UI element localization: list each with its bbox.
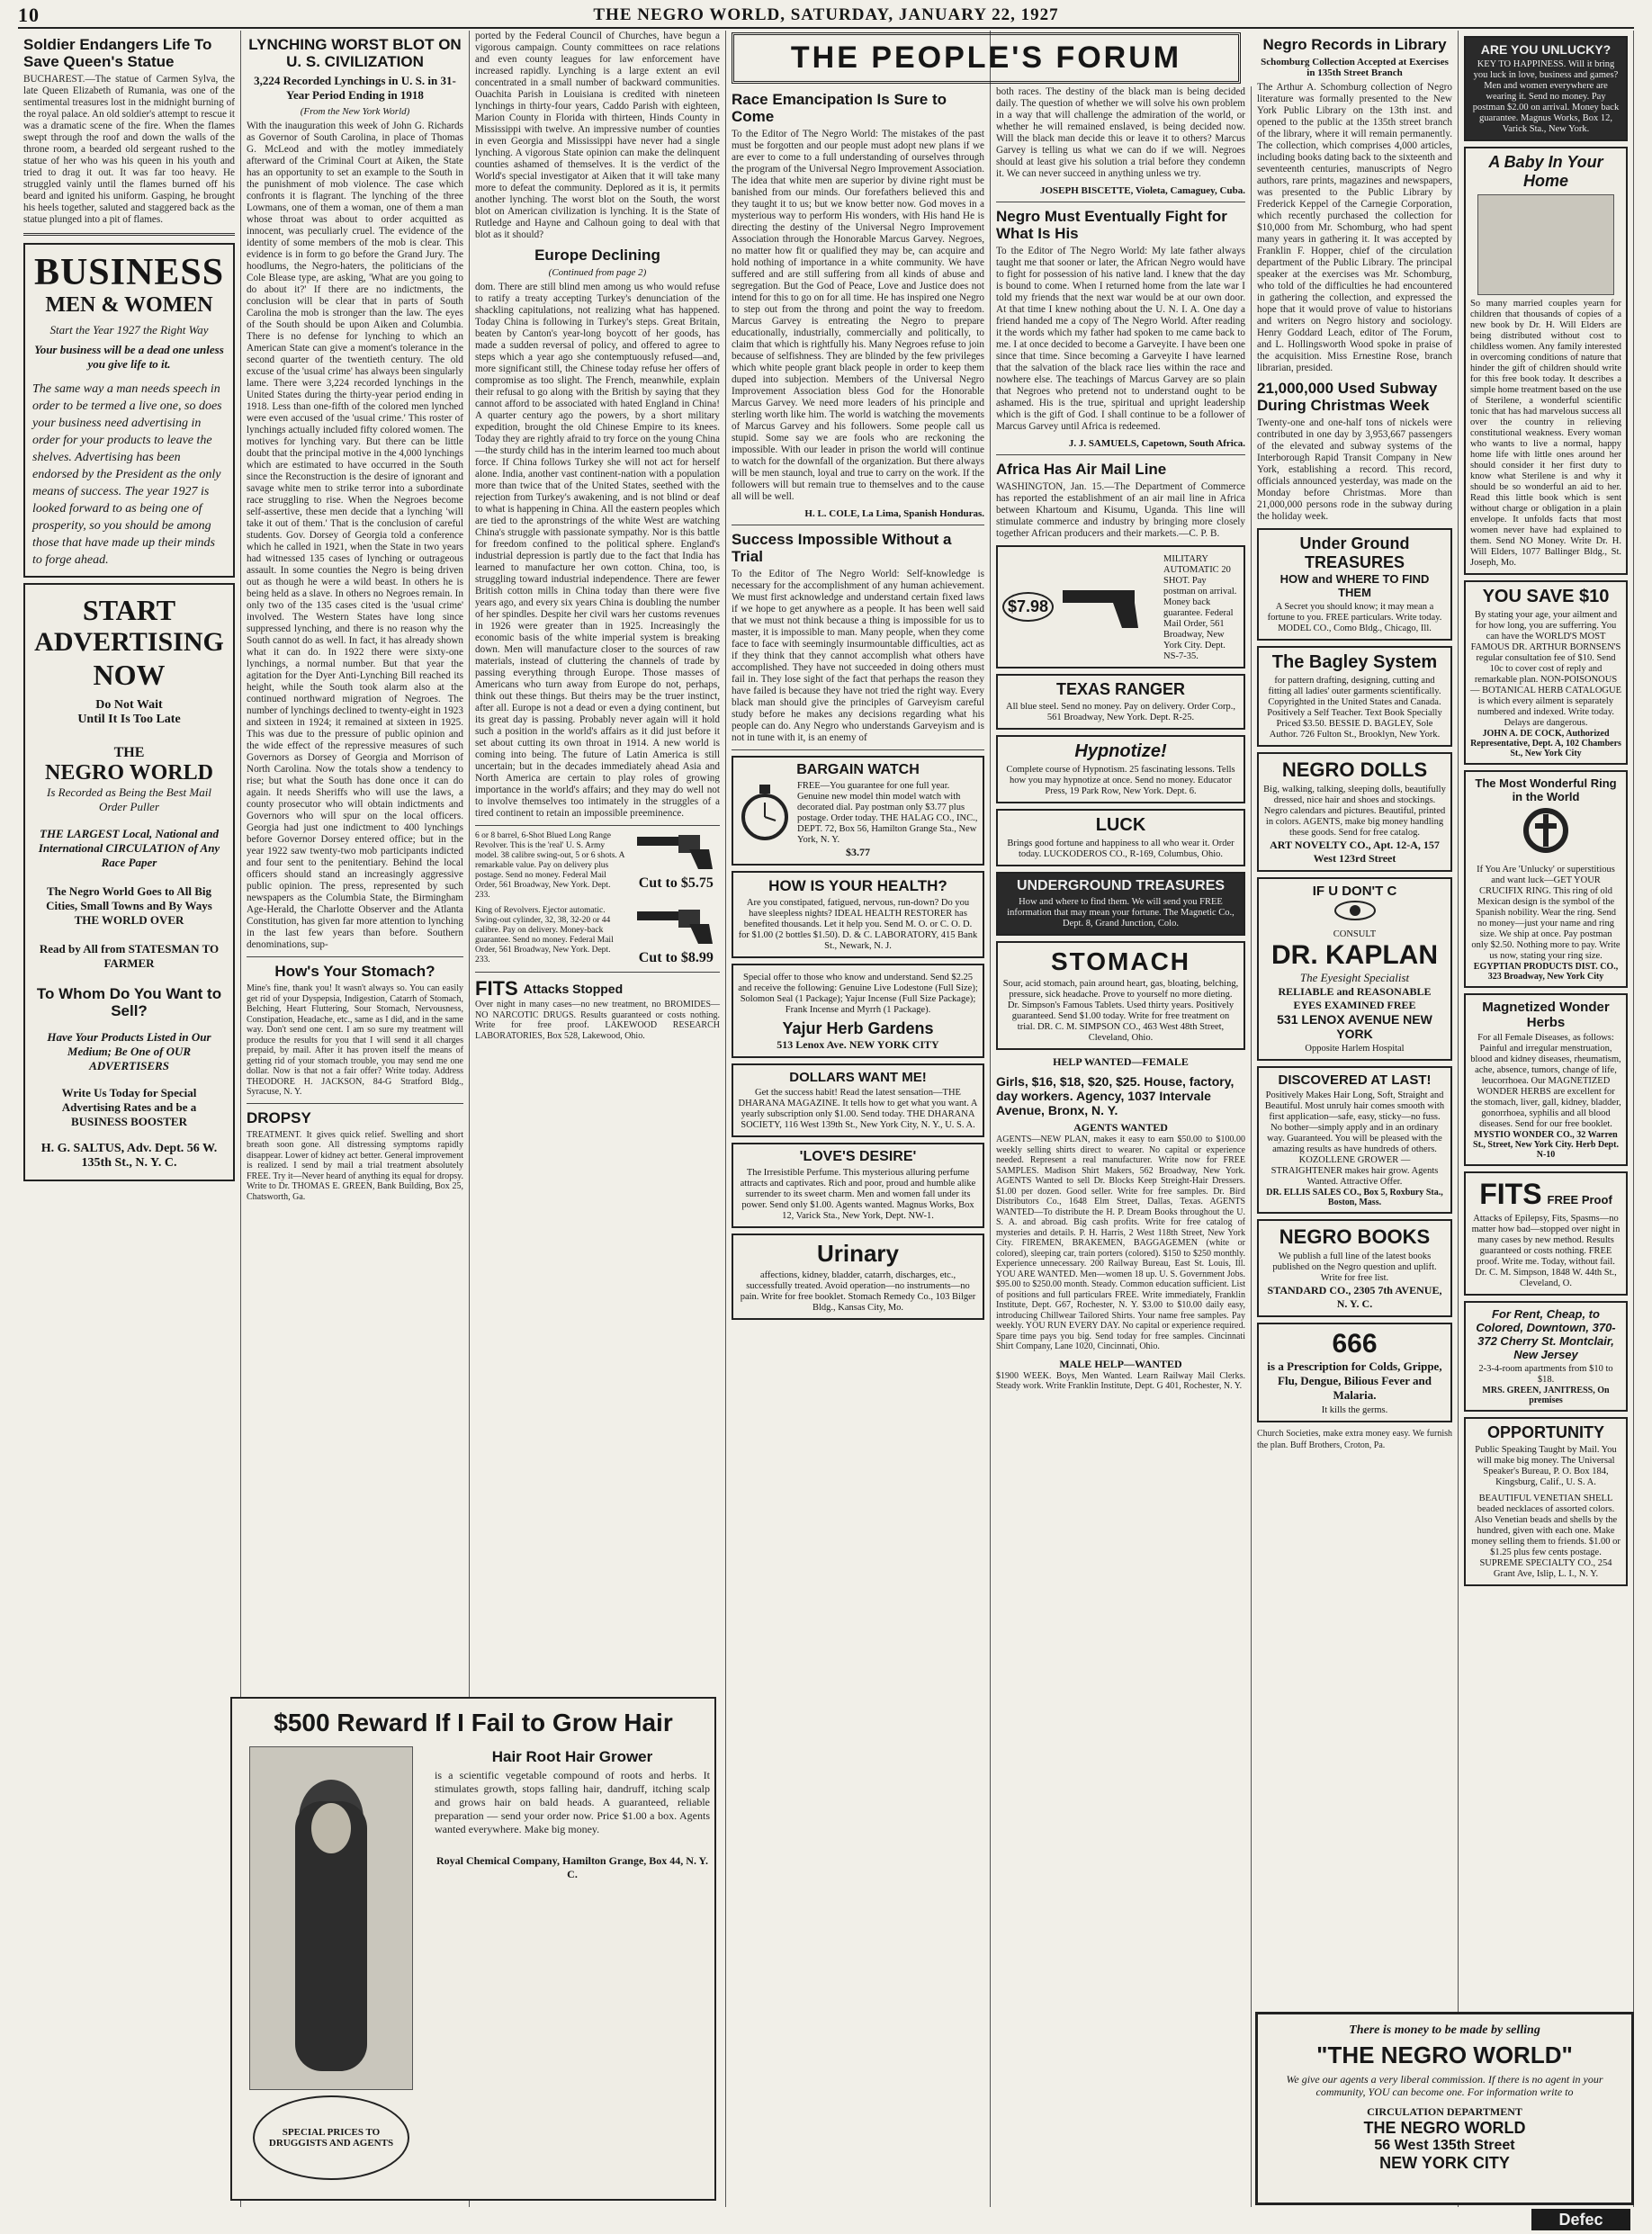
headline-lynching: LYNCHING WORST BLOT ON U. S. CIVILIZATION [248, 36, 462, 70]
start-l10: The Negro World Goes to All Big Cities, Small Towns and By Ways THE WORLD OVER [46, 884, 212, 927]
ring-addr: EGYPTIAN PRODUCTS DIST. CO., 323 Broadway, New York City [1473, 962, 1619, 982]
letter-cont: both races. The destiny of the black man is being decided daily. The question of whether we will solve his own problem in a way that will challenge the admiration of the world, or whether he will remained enslaved, is being decided now. Will the black man decide this or leave it to others? Marcus Garvey is telling us what we can do if we will. Negroes should at least give his solution a trial before they condemn it. We can never succeed in anything unless we try. [996, 86, 1245, 179]
ad-stomach-title: How's Your Stomach? [274, 963, 435, 980]
article-records: The Arthur A. Schomburg collection of Negro literature was formally presented to the New York Public Library on the 13th inst. and opened to the public at the 135th street branch of the library, where it will remain permanently. The collection, which comprises 4,000 articles, including books dating back to the sixteenth and seventeenth centuries, manuscripts of Negro authors, rare prints, magazines and newspapers, was presented to the Public Library by Frederick Keppel of the Carnegie Corporation, which recently purchased the collection for $10,000 from Mr. Schomburg, who had spent many years in gathering it. It was accepted by Franklin F. Hopper, chief of the circulation department of the Public Library. The principal speaker at the exercises was Mr. Schomburg, who told of the difficulties he had encountered in gathering the collection, and expressed the hope that it would prove of value to historians and writers on Negro history and sociology. Henry Goddard Leach, editor of The Forum, and L. Hollingsworth Wood spoke in praise of the acquisition. Miss Ernestine Rose, branch librarian, presided. [1257, 82, 1452, 373]
ad-sell-negro-world [1255, 2012, 1634, 2205]
revolver-icon [635, 906, 716, 946]
column-7 [1459, 31, 1634, 2207]
fits-free-title: FITS [1479, 1178, 1542, 1210]
rent-addr: MRS. GREEN, JANITRESS, On premises [1482, 1386, 1610, 1405]
kaplan-sub: The Eyesight Specialist [1299, 971, 1410, 984]
underground-title: UNDERGROUND TREASURES [1016, 878, 1226, 893]
hypnotize-title: Hypnotize! [1074, 741, 1167, 761]
article-air-mail: WASHINGTON, Jan. 15.—The Department of Commerce has reported the establishment of an air mail line in Africa between Khartoum and Kisumu, Uganda. This line will stimulate commerce and industry by bringing more closely together African producers and their markets.—C. P. B. [996, 481, 1245, 539]
ad-bagley [1257, 646, 1452, 747]
pistol-icon [1059, 585, 1158, 630]
six66-body: is a Prescription for Colds, Grippe, Flu, Dengue, Bilious Fever and Malaria. [1267, 1359, 1442, 1402]
ad-loves-desire [732, 1143, 984, 1228]
church-note: Church Societies, make extra money easy. We furnish the plan. Buff Brothers, Croton, Pa. [1257, 1429, 1452, 1450]
discovered-title: DISCOVERED AT LAST! [1278, 1072, 1432, 1088]
sell-l7: NEW YORK CITY [1379, 2154, 1510, 2172]
peoples-forum-banner: THE PEOPLE'S FORUM [732, 32, 1241, 84]
help-female-body: Girls, $16, $18, $20, $25. House, factory, day workers. Agency, 1037 Intervale Avenue, Bronx, N. Y. [996, 1074, 1235, 1117]
automatic-price: $7.98 [1002, 592, 1054, 622]
eye-icon [1333, 899, 1378, 922]
headline-air-mail: Africa Has Air Mail Line [996, 461, 1167, 478]
footer-label: Defec [1531, 2209, 1630, 2230]
sell-l4: CIRCULATION DEPARTMENT [1367, 2105, 1522, 2118]
male-heading: MALE HELP—WANTED [1059, 1357, 1182, 1370]
business-line5: The same way a man needs speech in order to be termed a live one, so does your business need advertising in order for your products to leave the shelves. Advertising has been endorsed by the President as the only means of success. The year 1927 is looked forward to as being one of prosperity, so you should be among those that have made up their minds to forge ahead. [32, 382, 222, 567]
ad-texas-ranger [996, 674, 1245, 730]
underground-text: How and where to find them. We will send you FREE information that may mean your fortune. The Magnetic Co., Dept. 8, Grand Junction, Colo. [1007, 897, 1235, 929]
ad-bargain-watch [732, 756, 984, 866]
luck-title: LUCK [1095, 815, 1146, 835]
stomach-title: STOMACH [1050, 947, 1191, 975]
rent-title: For Rent, Cheap, to Colored, Downtown, 370-372 Cherry St. Montclair, New Jersey [1476, 1307, 1616, 1361]
ad-automatic [996, 545, 1245, 668]
automatic-text: MILITARY AUTOMATIC 20 SHOT. Pay postman on arrival. Money back guarantee. Federal Mail Order, 561 Broadway, New York City. Dept. NS-7-35. [1163, 554, 1237, 661]
headline-success: Success Impossible Without a Trial [732, 531, 952, 565]
herbs-body: For all Female Diseases, as follows: Painful and irregular menstruation, blood and kidney diseases, rheumatism, ache, absence, tumors, change of life, leucorrhoea. Our MAGNETIZED WONDER HERBS are excellent for the stomach, liver, gall, kidney, bladder, gonorrhoea, syphilis and all blood diseases. Send for our free booklet. [1470, 1033, 1621, 1129]
fits-body: Over night in many cases—no new treatment, no BROMIDES—NO NARCOTIC DRUGS. Results guaranteed or costs nothing. Write for free proof. LAKEWOOD RESEARCH LABORATORIES, Box 528, Lakewood, Ohio. [475, 1000, 720, 1041]
ad-hair-grower [230, 1697, 716, 2201]
yajur-addr: 513 Lenox Ave. NEW YORK CITY [777, 1038, 939, 1051]
business-title: BUSINESS [33, 252, 225, 293]
sig-cont: JOSEPH BISCETTE, Violeta, Camaguey, Cuba. [1040, 185, 1245, 196]
ad-revolver-1 [475, 831, 720, 901]
opportunity-body2: BEAUTIFUL VENETIAN SHELL beaded necklaces of assorted colors. Also Venetian beads and shells by the hundred, given with each one. Make money selling them to friends. $1.00 or $1.25 plus few cents postage. SUPREME SPECIALTY CO., 254 Grant Ave, Islip, L. I., N. Y. [1471, 1494, 1621, 1579]
kaplan-top: IF U DON'T C [1312, 884, 1397, 899]
ring-title: The Most Wonderful Ring in the World [1475, 776, 1617, 803]
hair-addr: Royal Chemical Company, Hamilton Grange, Box 44, N. Y. C. [435, 1854, 709, 1880]
watch-icon [738, 781, 792, 844]
ad-negro-dolls [1257, 752, 1452, 872]
bagley-title: The Bagley System [1271, 652, 1438, 672]
baby-body: So many married couples yearn for children that thousands of copies of a new book by Dr. H. Will Elders are being distributed without cost to childless women. Any family interested in overcoming conditions of nature that hinder the gift of children should write for this free book today. It describes a simple home treatment based on the use of Sterilene, a wonderful scientific tonic that has had marvelous success all over the country in relieving constitutional weakness. Every woman who wants to live a normal, happy home life with little ones around her should consider it her first duty to know what Sterilene is and why it should be so wonderful an aid to her. Read this little book which is sent without charge or obligation in a plain envelope. It unfolds facts that most women never have had explained to them. Send NO Money. Write Dr. H. Will Elders, 1077 Ballinger Bldg., St. Joseph, Mo. [1470, 299, 1621, 568]
ad-business [23, 243, 235, 578]
headline-race-emancipation: Race Emancipation Is Sure to Come [732, 91, 947, 125]
start-l3: NOW [93, 659, 166, 691]
ad-hypnotize [996, 735, 1245, 803]
crucifix-ring-icon [1519, 803, 1573, 857]
ad-negro-books [1257, 1219, 1452, 1317]
hair-badge: SPECIAL PRICES TO DRUGGISTS AND AGENTS [253, 2095, 409, 2180]
start-l2: ADVERTISING [34, 627, 224, 657]
fits-sub: Attacks Stopped [523, 982, 624, 996]
kaplan-body: RELIABLE and REASONABLE EYES EXAMINED FREE [1278, 985, 1432, 1011]
opportunity-title: OPPORTUNITY [1486, 1423, 1604, 1441]
treasures-sub: HOW and WHERE TO FIND THEM [1279, 572, 1430, 599]
bagley-body: for pattern drafting, designing, cutting and fitting all ladies' outer garments scientifically. Copyrighted in the United States and Canada. Positively a Self Teacher. Text Book Specially Priced $3.50. BESSIE D. BAGLEY, Sole Author. 726 Fulton St., Brooklyn, New York. [1267, 676, 1442, 740]
kaplan-note: Opposite Harlem Hospital [1305, 1044, 1405, 1054]
start-l4: Do Not Wait [95, 698, 163, 712]
ad-opportunity [1464, 1417, 1628, 1586]
herbs-title: Magnetized Wonder Herbs [1482, 1000, 1610, 1030]
sig-race: H. L. COLE, La Lima, Spanish Honduras. [804, 508, 984, 519]
ad-health [732, 871, 984, 958]
headline-soldier: Soldier Endangers Life To Save Queen's Statue [23, 36, 212, 70]
stomach-body: Sour, acid stomach, pain around heart, gas, bloating, belching, pressure, sick headache. Prove to yourself no more dieting. Dr. Simpson's Famous Tablets. Used thirty years. Positively guaranteed. Send $1.00 today. Write for free treatment on trial. DR. C. M. SIMPSON CO., 463 West 48th Street, Cleveland, Ohio. [1002, 979, 1239, 1043]
dollars-title: DOLLARS WANT ME! [789, 1070, 927, 1085]
start-l7: NEGRO WORLD [45, 761, 213, 785]
hair-sub: Hair Root Hair Grower [491, 1748, 653, 1765]
start-l15: H. G. SALTUS, Adv. Dept. 56 W. 135th St., N. Y. C. [40, 1142, 218, 1170]
health-title: HOW IS YOUR HEALTH? [768, 877, 947, 894]
ad-urinary [732, 1234, 984, 1320]
treasures-body: A Secret you should know; it may mean a fortune to you. FREE particulars. Write today. MODEL CO., Como Bldg., Chicago, Ill. [1267, 602, 1442, 633]
letter-fight: To the Editor of The Negro World: My late father always taught me that sooner or later, the African Negro would have to fight for possession of his native land. I knew that the day is bound to come. When I returned home from the late war I told my friends that the next war would be at our own door. At that time I knew nothing about the U. N. I. A. One day a friend handed me a copy of The Negro World. After reading it the words which my father had spoken to me came back to me. I at once decided to become a Garveyite. I have been one since that time. Since becoming a Garveyite I have learned that the salvation of the black race lies within the race and nowhere else. The teachings of Marcus Garvey are so plain that Negroes who pretend not to understand ought to be ashamed. His is the true, spiritual and upright leadership which is the gift of God. I shall continue to be a follower of Marcus Garvey until Africa is redeemed. [996, 246, 1245, 432]
start-l1: START [82, 594, 176, 626]
headline-subway: 21,000,000 Used Subway During Christmas Week [1257, 380, 1438, 414]
ad-for-rent [1464, 1301, 1628, 1412]
credit-lynching: (From the New York World) [300, 106, 410, 117]
opportunity-body: Public Speaking Taught by Mail. You will make big money. The Universal Speaker's Bureau, P. O. Box 184, Kingsburg, Calif., U. S. A. [1475, 1445, 1617, 1487]
ad-dropsy-title: DROPSY [247, 1108, 311, 1126]
fits-title: FITS [475, 977, 518, 1000]
six66-note: It kills the germs. [1321, 1405, 1388, 1415]
unlucky-body: KEY TO HAPPINESS. Will it bring you luck in love, business and games? Men and women everywhere are wearing it. Send no money. Pay postman $2.00 on arrival. Money back guarantee. Magnus Works, Box 12, Varick Sta., New York. [1472, 59, 1620, 134]
column-5 [991, 86, 1252, 2207]
dollars-body: Get the success habit! Read the latest sensation—THE DHARANA MAGAZINE. It tells how to get what you want. A yearly subscription only $1.00. Send today. THE DHARANA SOCIETY, 116 West 139th St., New York City, N. Y., U. S. A. [738, 1088, 978, 1130]
hypnotize-text: Complete course of Hypnotism. 25 fascinating lessons. Tells how you may hypnotize at once. Send no money. Educator Press, 19 Park Row, New York. Dept. 6. [1006, 765, 1235, 796]
start-l6: THE [113, 745, 145, 760]
start-l5: Until It Is Too Late [77, 713, 181, 726]
baby-title: A Baby In Your Home [1488, 153, 1603, 190]
ad-wonder-herbs [1464, 993, 1628, 1166]
start-l14: Write Us Today for Special Advertising Rates and be a BUSINESS BOOSTER [61, 1086, 197, 1128]
ad-stomach [996, 941, 1245, 1050]
ad-luck [996, 809, 1245, 866]
business-line3: Start the Year 1927 the Right Way [49, 323, 209, 336]
masthead-title: THE NEGRO WORLD, SATURDAY, JANUARY 22, 1927 [593, 5, 1059, 24]
yajur-title: Yajur Herb Gardens [782, 1019, 934, 1037]
agents-heading: AGENTS WANTED [1073, 1121, 1168, 1134]
business-subtitle: MEN & WOMEN [45, 293, 213, 317]
six66-title: 666 [1332, 1329, 1378, 1359]
start-l8: Is Recorded as Being the Best Mail Order Puller [47, 785, 211, 813]
fits-free-sub: FREE Proof [1547, 1193, 1612, 1207]
start-l11: Read by All from STATESMAN TO FARMER [39, 942, 220, 970]
treasures-title: Under Ground TREASURES [1299, 534, 1410, 571]
urinary-title: Urinary [816, 1240, 900, 1267]
gun2-price: Cut to $8.99 [638, 950, 714, 965]
letter-success: To the Editor of The Negro World: Self-knowledge is necessary for the accomplishment of any human achievement. We must first acknowledge and understand certain fixed laws if we hope to get anywhere as a people. It has been well said that we must not think because a thing is impossible for us to master, it is impossible to man. Many people, when they come face to face with seemingly insurmountable difficulties, act as if they think that they cannot accomplish what others have accomplished. They have not succeeded in doing others must fail in. They lose sight of the fact that perhaps the reason they have failed is because they have not tried the right way. Every black man should give the principles of Garveyism careful study before he makes any decisions regarding what his people can do. Any Negro who understands Garveyism and is not in tune with it, is an enemy of [732, 569, 984, 743]
texas-text: All blue steel. Send no money. Pay on delivery. Order Corp., 561 Broadway, New York. Dept. R-25. [1006, 702, 1235, 722]
headline-europe: Europe Declining [534, 247, 660, 264]
ad-unlucky [1464, 36, 1628, 141]
dolls-title: NEGRO DOLLS [1281, 758, 1428, 781]
ring-body: If You Are 'Unlucky' or superstitious and want luck—GET YOUR CRUCIFIX RING. This ring of old Mexican design is the symbol of the Spanish nobility. Wear the ring. Send no money—just your name and ring size. We ship at once. Pay postman only $2.50. Nothing more to pay. Write us now, stating your ring size. [1471, 865, 1621, 961]
yajur-body: Special offer to those who know and understand. Send $2.25 and receive the following: Genuine Live Lodestone (Full Size); Solomon Seal (1 Package); Yajur Incense (Full Size Package); Frank Incense and Myrrh (1 Package). [738, 973, 978, 1015]
sell-l6: 56 West 135th Street [1374, 2138, 1515, 2153]
ad-underground-treasures [1257, 528, 1452, 641]
male-body: $1900 WEEK. Boys, Men Wanted. Learn Railway Mail Clerks. Steady work. Write Franklin Institute, Dept. G 401, Rochester, N. Y. [996, 1370, 1245, 1391]
kaplan-consult: CONSULT [1333, 929, 1377, 939]
headline-fight: Negro Must Eventually Fight for What Is His [996, 208, 1227, 242]
start-l9: THE LARGEST Local, National and International CIRCULATION of Any Race Paper [38, 827, 220, 869]
ad-discovered [1257, 1066, 1452, 1214]
sig-fight: J. J. SAMUELS, Capetown, South Africa. [1068, 438, 1245, 449]
article-lynching: With the inauguration this week of John G. Richards as Governor of South Carolina, in place of Thomas G. McLeod and with the motley immediately afterward of the Criminal Court at Aiken, the State has an opportunity to set an example to the South in the punishment of mob violence. The case which confronts it is flagrant. The lynching of the three Lowmans, one of them a woman, one of them a man whose throat was about to order acquitted as innocent, was peculiarly cruel. The evidence of the identity of some members of the mob is clear. This evidence is in form to go before the Grand Jury. The hoodlums, the Negro-haters, the politicians of the Cole Blease type, are asking, 'What are you going to do about it?' If there are no indictments, the conclusion will be clear that in parts of South Carolina the mob is stronger than the law. The eyes of the South should be upon Aiken and Columbia. There is no defense for lynching to which an American State can give a moment's tolerance in the second quarter of the twentieth century. The old excuse of the 'usual crime' has always been singularly lame. There were 3,224 recorded lynchings in the United States during the thirty-year period ending in 1918. Less than one-fifth of the colored men lynched were even accused of the 'usual crime.' This roster of lynchings actually included fifty colored women. The motives for lynching vary. But there can be little doubt that the principal motive in the 4,000 lynchings which are estimated to have occurred in the South since the Reconstruction is the desire of ignorant and savage white men to strike terror into a subordinate race struggling to rise. When the Negroes become self-assertive, these men decide that a lynching 'will take it out of them.' That is the conclusion of careful students. Gov. Dorsey of Georgia told a conference which he called in 1921, when the State in two years had witnessed 135 cases of lynching or outrageous assault. In some counties the Negro is being driven out as though he were a wild beast. In others he is being held as a slave. In others no Negroes remain. In only two of the 135 cases cited is the 'usual crime' involved. The Western States have long since suppressed lynching, and there is no reason why the South cannot do as well. In fact, it has already shown what it can do. In 1922 there were sixty-one lynchings, a normal number. But that year the agitation for the Dyer Anti-Lynching Bill reached its height, while the South took alarm also at the continued northward migration of Negroes. The number of lynchings declined to twenty-eight in 1923 and sixteen in 1924; it remained at sixteen in 1925. This was due to the pressure of public opinion and the wide effect of the repressive measures of such Governors as Dorsey of Georgia and Morrison of North Carolina. Now the totals show a tendency to rise; but what the South has done once it can do again. It needs Sheriffs who will use the laws, a county prosecutor who will obtain indictments and Governors who will spur on the local officers. Georgia had just one indictment to 400 lynchings before Governor Dorsey entered office; but in the year 1922 saw twenty-two mob participants indicted and four sent to the penitentiary. Behind the local officers should stand an increasingly aggressive public opinion. The press, represented by such newspapers as the Columbia State, the Birmingham Age-Herald, the Charlotte Observer and the Atlanta Constitution, has given far more attention to lynching in the last few years than before. Southern denominations, sup- [247, 121, 463, 950]
books-title: NEGRO BOOKS [1279, 1225, 1431, 1248]
article-soldier: BUCHAREST.—The statue of Carmen Sylva, the late Queen Elizabeth of Rumania, was one of the sentimental treasures lost in the midnight burning of the royal palace. An old soldier's attempt to rescue it was a dramatic scene of the fire. When the flames swept through the roof and down the walls of the throne room, a bearded old sergeant rushed to the statue of her who was his queen in his youth and tried to drag it out. It was far too heavy. He struggled vainly until the flames burned off his beard and ignited his uniform. Gasping, he brought his heels together, saluted and staggered back as the statue plunged into a pit of flames. [23, 74, 235, 225]
agents-body: AGENTS—NEW PLAN, makes it easy to earn $50.00 to $100.00 weekly selling shirts direct to wearer. No capital or experience needed. Represent a real manufacturer. Write now for FREE SAMPLES. Madison Shirt Makers, 562 Broadway, New York. AGENTS Wanted to sell Dr. Blocks Keep Streight-Hair Dressers. $1.00 per dozen. Good seller. Write for free samples. Dr. Bird Distributors Co., 1648 Elm Street, Dallas, Texas. AGENTS WANTED—To distribute the H. P. Dream Books throughout the U. S. A. and abroad. Big cash profits. Write for free catalog of mysteries and details. P. H. Harris, 2 West 118th Street, New York City. FIREMEN, BRAKEMEN, BAGGAGEMEN (white or colored), sleeping car, train porters (colored). $150 to $250 monthly. Experience unnecessary. 200 Railway Bureau, East St. Louis, Ill. YOU ARE WANTED. Men—women 18 up. U. S. Government Jobs. $95.00 to $250.00 month. Steady. Common education sufficient. List of positions and full particulars FREE. Write immediately, Franklin Institute, Dept. G67, Rochester, N. Y. $3.00 to $10.00 daily easy, introducing Chillwear Tailored Shirts. Your name free samples. Pay weekly. YOU RUN EVERY DAY. No capital or experience required. Spare time pays you big. Send today for free samples. Cincinnati Shirt Company, Lane 1020, Cincinnati, Ohio. [996, 1135, 1245, 1351]
dolls-body: Big, walking, talking, sleeping dolls, beautifully dressed, nice hair and shoes and stockings. Negro calendars and pictures. Beautiful, printed in colors. AGENTS, make big money handling these goods. Send for free catalog. [1263, 785, 1446, 838]
help-female-heading: HELP WANTED—FEMALE [1053, 1055, 1189, 1068]
mother-baby-image [1477, 194, 1614, 295]
ad-ring [1464, 770, 1628, 988]
start-l13: Have Your Products Listed in Our Medium; Be One of OUR ADVERTISERS [47, 1030, 211, 1072]
books-body: We publish a full line of the latest books published on the Negro question and uplift. Write for free list. [1272, 1252, 1437, 1283]
start-l12: To Whom Do You Want to Sell? [36, 985, 222, 1019]
herbs-addr: MYSTIO WONDER CO., 32 Warren St., Street, New York City. Herb Dept. N-10 [1473, 1130, 1619, 1160]
ad-dr-kaplan [1257, 877, 1452, 1061]
kaplan-name: DR. KAPLAN [1271, 940, 1438, 970]
page-number: 10 [18, 4, 40, 26]
masthead [18, 4, 1634, 29]
sell-l5: THE NEGRO WORLD [1363, 2119, 1526, 2137]
gun2-text: King of Revolvers. Ejector automatic. Swing-out cylinder, 32, 38, 32-20 or 44 calibre. Pay on delivery. Money-back guarantee. Send no money. Federal Mail Order, 561 Broadway, New York. Dept. 233. [475, 906, 614, 964]
ad-666 [1257, 1323, 1452, 1422]
rent-body: 2-3-4-room apartments from $10 to $18. [1478, 1364, 1613, 1385]
letter-race-emancipation: To the Editor of The Negro World: The mistakes of the past must be forgotten and our people must adopt new plans if we are ever to come to a full understanding of ourselves through the program of the Universal Negro Improvement Association. The idea that white men are superior by divine right must be banished from our minds. Our forefathers believed this and they taught it to us; but we know better now. God moves in a mysterious way to perform His wonders, with His hand He is directing the destiny of the Universal Negro Improvement Association through the Honorable Marcus Garvey. Negroes, no matter how fit or qualified they may be, can acquire and hold nothing of importance in a white community. We have suffered and are still suffering from all kinds of abuse and segregation. But the God of Peace, Love and Justice does not intend for this to go on for all time. He has inspired one Negro to step out from the throng and point the way to freedom. Marcus Garvey is entreating the Negro to prepare educationally, industrially, commercially and politically, to claim that which is rightfully his. Many Negroes refuse to join because of selfishness. They are blinded by the few privileges which white people grant black people in order to keep them duped into subjection. Members of the Universal Negro Improvement Association bless God for the Honorable Marcus Garvey. We need more leaders of his principle and sterling worth like him. The world is watching the movements of Marcus Garvey and his followers. Some people call us stupid. Some say we are fools who are reckoning the impossible. With our leader in prison the world will continue to watch for the downfall of the organization. But there always will be men staunch, loyal and true to carry on the work. If the followers will but remain true to themselves and to the cause all will be well. [732, 129, 984, 502]
ad-dropsy-body: TREATMENT. It gives quick relief. Swelling and short breath soon gone. All distressing symptoms rapidly disappear. Lower of kidney act better. General improvement is realized. I send by mail a trial treatment absolutely FREE. Try it—Never heard of anything its equal for dropsy. Write to Dr. THOMAS E. GREEN, Bank Building, Box 25, Chatsworth, Ga. [247, 1129, 463, 1202]
ad-you-save [1464, 580, 1628, 765]
business-line4: Your business will be a dead one unless you give life to it. [34, 343, 224, 371]
ad-revolver-2 [475, 906, 720, 966]
watch-body: FREE—You guarantee for one full year. Genuine new model thin model watch with decorated dial. Pay postman only $3.77 plus postage. Order today. THE HALAG CO., INC., DEPT. 72, Box 56, Hamilton Grange Sta., New York, N. Y. [797, 781, 978, 845]
luck-text: Brings good fortune and happiness to all who wear it. Order today. LUCKODEROS CO., R-169, Columbus, Ohio. [1007, 839, 1235, 859]
europe-cont: (Continued from page 2) [548, 267, 647, 278]
love-title: 'LOVE'S DESIRE' [799, 1149, 917, 1164]
revolver-icon [635, 831, 716, 871]
sell-l1: There is money to be made by selling [1349, 2023, 1540, 2037]
article-subway: Twenty-one and one-half tons of nickels were contributed in one day by 3,953,667 passengers of the elevated and subway systems of the Interborough Rapid Transit Company in New York, establishing a record. This record, officials announced yesterday, was made on the Monday before Christmas. More than 21,000,000 persons rode in the subway during the holiday week. [1257, 417, 1452, 522]
save-title: YOU SAVE $10 [1482, 587, 1610, 606]
gun1-price: Cut to $5.75 [638, 875, 714, 891]
watch-title: BARGAIN WATCH [796, 762, 920, 777]
ad-fits-1 [475, 978, 720, 1000]
woman-portrait-image [249, 1746, 413, 2090]
ad-fits-free [1464, 1171, 1628, 1296]
subhead-records: Schomburg Collection Accepted at Exercises in 135th Street Branch [1261, 57, 1449, 78]
unlucky-title: ARE YOU UNLUCKY? [1480, 42, 1612, 57]
love-body: The Irresistible Perfume. This mysterious alluring perfume attracts and captivates. Rich and poor, proud and humble alike surrender to its sweet charm. Men and women fall under its power. Send only $1.00. Agents wanted. Magnus Works, Box 12, Varick Sta., New York, Dept. NW-1. [740, 1168, 976, 1221]
fits-free-body: Attacks of Epilepsy, Fits, Spasms—no matter how bad—stopped over night in many cases by new method. Results guaranteed or costs nothing. FREE proof. Write me. Today, without fail. Dr. C. M. Simpson, 1848 W. 44th St., Cleveland, O. [1471, 1214, 1621, 1288]
save-body: By stating your age, your ailment and for how long, you are sufferring. You can have the WORLD'S MOST FAMOUS DR. ARTHUR BORNSEN'S regular consultation fee of $10. Send 10c to cover cost of reply and remarkable plan. NON-POISONOUS — BOTANICAL HERB CATALOGUE is which every ailment is separately numbered and indexed. Write today. Delays are dangerous. [1470, 610, 1621, 728]
texas-title: TEXAS RANGER [1055, 680, 1185, 698]
article-lynching-cont: ported by the Federal Council of Churches, have begun a vigorous campaign. County committees on race relations and even county leagues for law enforcement have increased rapidly. Lynching is a large extent an evil concentrated in a small number of backward communities. Ouachita Parish in Louisiana is credited with nineteen lynchings in thirty-four years, Caddo Parish with eighteen, Marion County in Florida with thirteen, Hinds County in Mississippi with twelve. An impressive number of counties in even Georgia and Mississippi have never had a single lynching. A vigorous State opinion can make the delinquent counties ashamed of themselves. It is the verdict of the World's special investigator at Aiken that it will take many more to defeat the community. Deplored as it is, it permits another lynching. The worst blot on the South, the worst blot on American civilization is lynching. It is the State of Rutledge and Hayne and Calhoun going to deal with that blot as it should? [475, 31, 720, 240]
hair-body: is a scientific vegetable compound of roots and herbs. It stimulates growth, stops falling hair, dandruff, itching scalp and grows hair on bald heads. A guaranteed, reliable preparation — send your order now. Price $1.00 a box. Agents wanted everywhere. Make big money. [435, 1769, 710, 1835]
ad-dollars [732, 1063, 984, 1137]
kaplan-addr: 531 LENOX AVENUE NEW YORK [1277, 1012, 1432, 1041]
discovered-addr: DR. ELLIS SALES CO., Box 5, Roxbury Sta., Boston, Mass. [1266, 1188, 1443, 1207]
ad-start-advertising [23, 583, 235, 1181]
column-6 [1252, 31, 1459, 2207]
ad-baby [1464, 147, 1628, 575]
subhead-lynching: 3,224 Recorded Lynchings in U. S. in 31-Year Period Ending in 1918 [254, 74, 456, 102]
health-body: Are you constipated, fatigued, nervous, run-down? Do you have sleepless nights? IDEAL HEALTH RESTORER has benefited thousands. Let it help you. Send M. O. or C. O. D. for $1.00 (2 bottles $1.50). D. & C. LABORATORY, 415 Bank St., Newark, N. J. [738, 898, 978, 951]
ad-yajur [732, 964, 984, 1058]
urinary-body: affections, kidney, bladder, catarrh, discharges, etc., successfully treated. Avoid operation—no instruments—no pain. Write for free booklet. Stomach Remedy Co., 103 Bilger Bldg., Kansas City, Mo. [740, 1270, 976, 1313]
watch-price: $3.77 [846, 846, 870, 858]
column-1 [18, 31, 241, 2207]
headline-records: Negro Records in Library [1262, 36, 1447, 53]
gun1-text: 6 or 8 barrel, 6-Shot Blued Long Range Revolver. This is the 'real' U. S. Army model. 38 calibre swing-out, 5 or 6 shots. A remarkable value. Pay on delivery plus postage. Send no money. Federal Mail Order, 561 Broadway, New York. Dept. 233. [475, 831, 624, 900]
discovered-body: Positively Makes Hair Long, Soft, Straight and Beautiful. Most unruly hair comes smooth with first application—safe, easy, sticky—no fuss. No bother—simply apply and in an ordinary way. Guaranteed. You will be pleased with the amazing results as have hundreds of others. KOZOLLENE GROWER — STRAIGHTENER makes hair grow. Agents Wanted. Attractive Offer. [1264, 1090, 1445, 1187]
save-addr: JOHN A. DE COCK, Authorized Representative, Dept. A, 102 Chambers St., New York City [1470, 729, 1621, 758]
sell-l3: We give our agents a very liberal commission. If there is no agent in your community, YOU can become one. For information write to [1286, 2073, 1603, 2098]
article-europe: dom. There are still blind men among us who would refuse to ratify a treaty accepting Turkey's denunciation of the shackling capitulations, not realizing what has happened. Today China is following in Turkey's steps. Great Britain, beaten by Canton's year-long boycott of her goods, has made a sudden reversal of policy, and offered to agree to steps which a year ago she contemptuously refused—and, more significant still, the Chinese today refuse her offers of compromise as too slight. The French, meanwhile, explain their refusal to go along with the British by saying that they cannot afford to be associated with hated England in China! A quarter century ago the powers, by a short military expedition, brought the old Chinese Empire to its knees. Today they are rightly afraid to try force on the young China—the sturdy child has in the interim learned too much about force. If China follows Turkey she will not act for herself alone. India, another vast continent-nation with a population more than twice that of the United States, seethed with the rejection from Turkey's awakening, and is not blind or deaf to what is happening in China. All the eastern peoples which are tied to the apronstrings of the white West are watching China's struggle with passionate sympathy. Nor is this battle for freedom confined to the political sphere. England's industrial depression is partly due to the fact that India has learned to manufacture her own cotton. China, too, is struggling toward industrial independence. There are fewer British cotton mills in China today than there were five years ago, and every six years China is doubling the number of her spindles. Despite her civil wars her customs revenues in 1926 were greater than in 1925. Increasingly the economic basis of the white imperial system is breaking down. Men will manufacture closer to the sources of raw materials, instead of cluttering the channels of trade by passing everything through Europe. Those masses of Americans who turn away from Europe do not, perhaps, think out these things. But theirs may be the truer instinct, after all. Europe is not a dead or even a dying continent, but its great day is passing. Probably never again will it hold such a position in the world's affairs as it did just before it set about cutting its own throat in 1914. A new world is coming into being. The future of Latin America is still uncertain; but in the decades immediately ahead Asia and North America are certain to play roles of growing importance in the world's affairs; and they may do well not to involve themselves too intimately in the struggles of a tired continent to retain an impossible preeminence. [475, 282, 720, 819]
books-addr: STANDARD CO., 2305 7th AVENUE, N. Y. C. [1267, 1284, 1442, 1310]
ad-stomach-body: Mine's fine, thank you! It wasn't always so. You can easily get rid of your Dyspepsia, Indigestion, Catarrh of Stomach, Belching, Heart Fluttering, Sour Stomach, Nervousness, Constipation, Headache, etc., same as I did, and in the same way. Don't send one cent. I am so sure my treatment will produce the results for you that I will send it all charges prepaid, by mail. After it has proven itself the means of getting rid of your stomach trouble, you may send me one dollar. Now is that not a fair offer? Write today. Address THEODORE H. JACKSON, 84-G Stratford Bldg., Syracuse, N. Y. [247, 983, 463, 1097]
dolls-addr: ART NOVELTY CO., Apt. 12-A, 157 West 123rd Street [1270, 839, 1440, 865]
ad-underground [996, 872, 1245, 936]
sell-l2: "THE NEGRO WORLD" [1316, 2041, 1573, 2068]
hair-title: $500 Reward If I Fail to Grow Hair [274, 1709, 673, 1736]
